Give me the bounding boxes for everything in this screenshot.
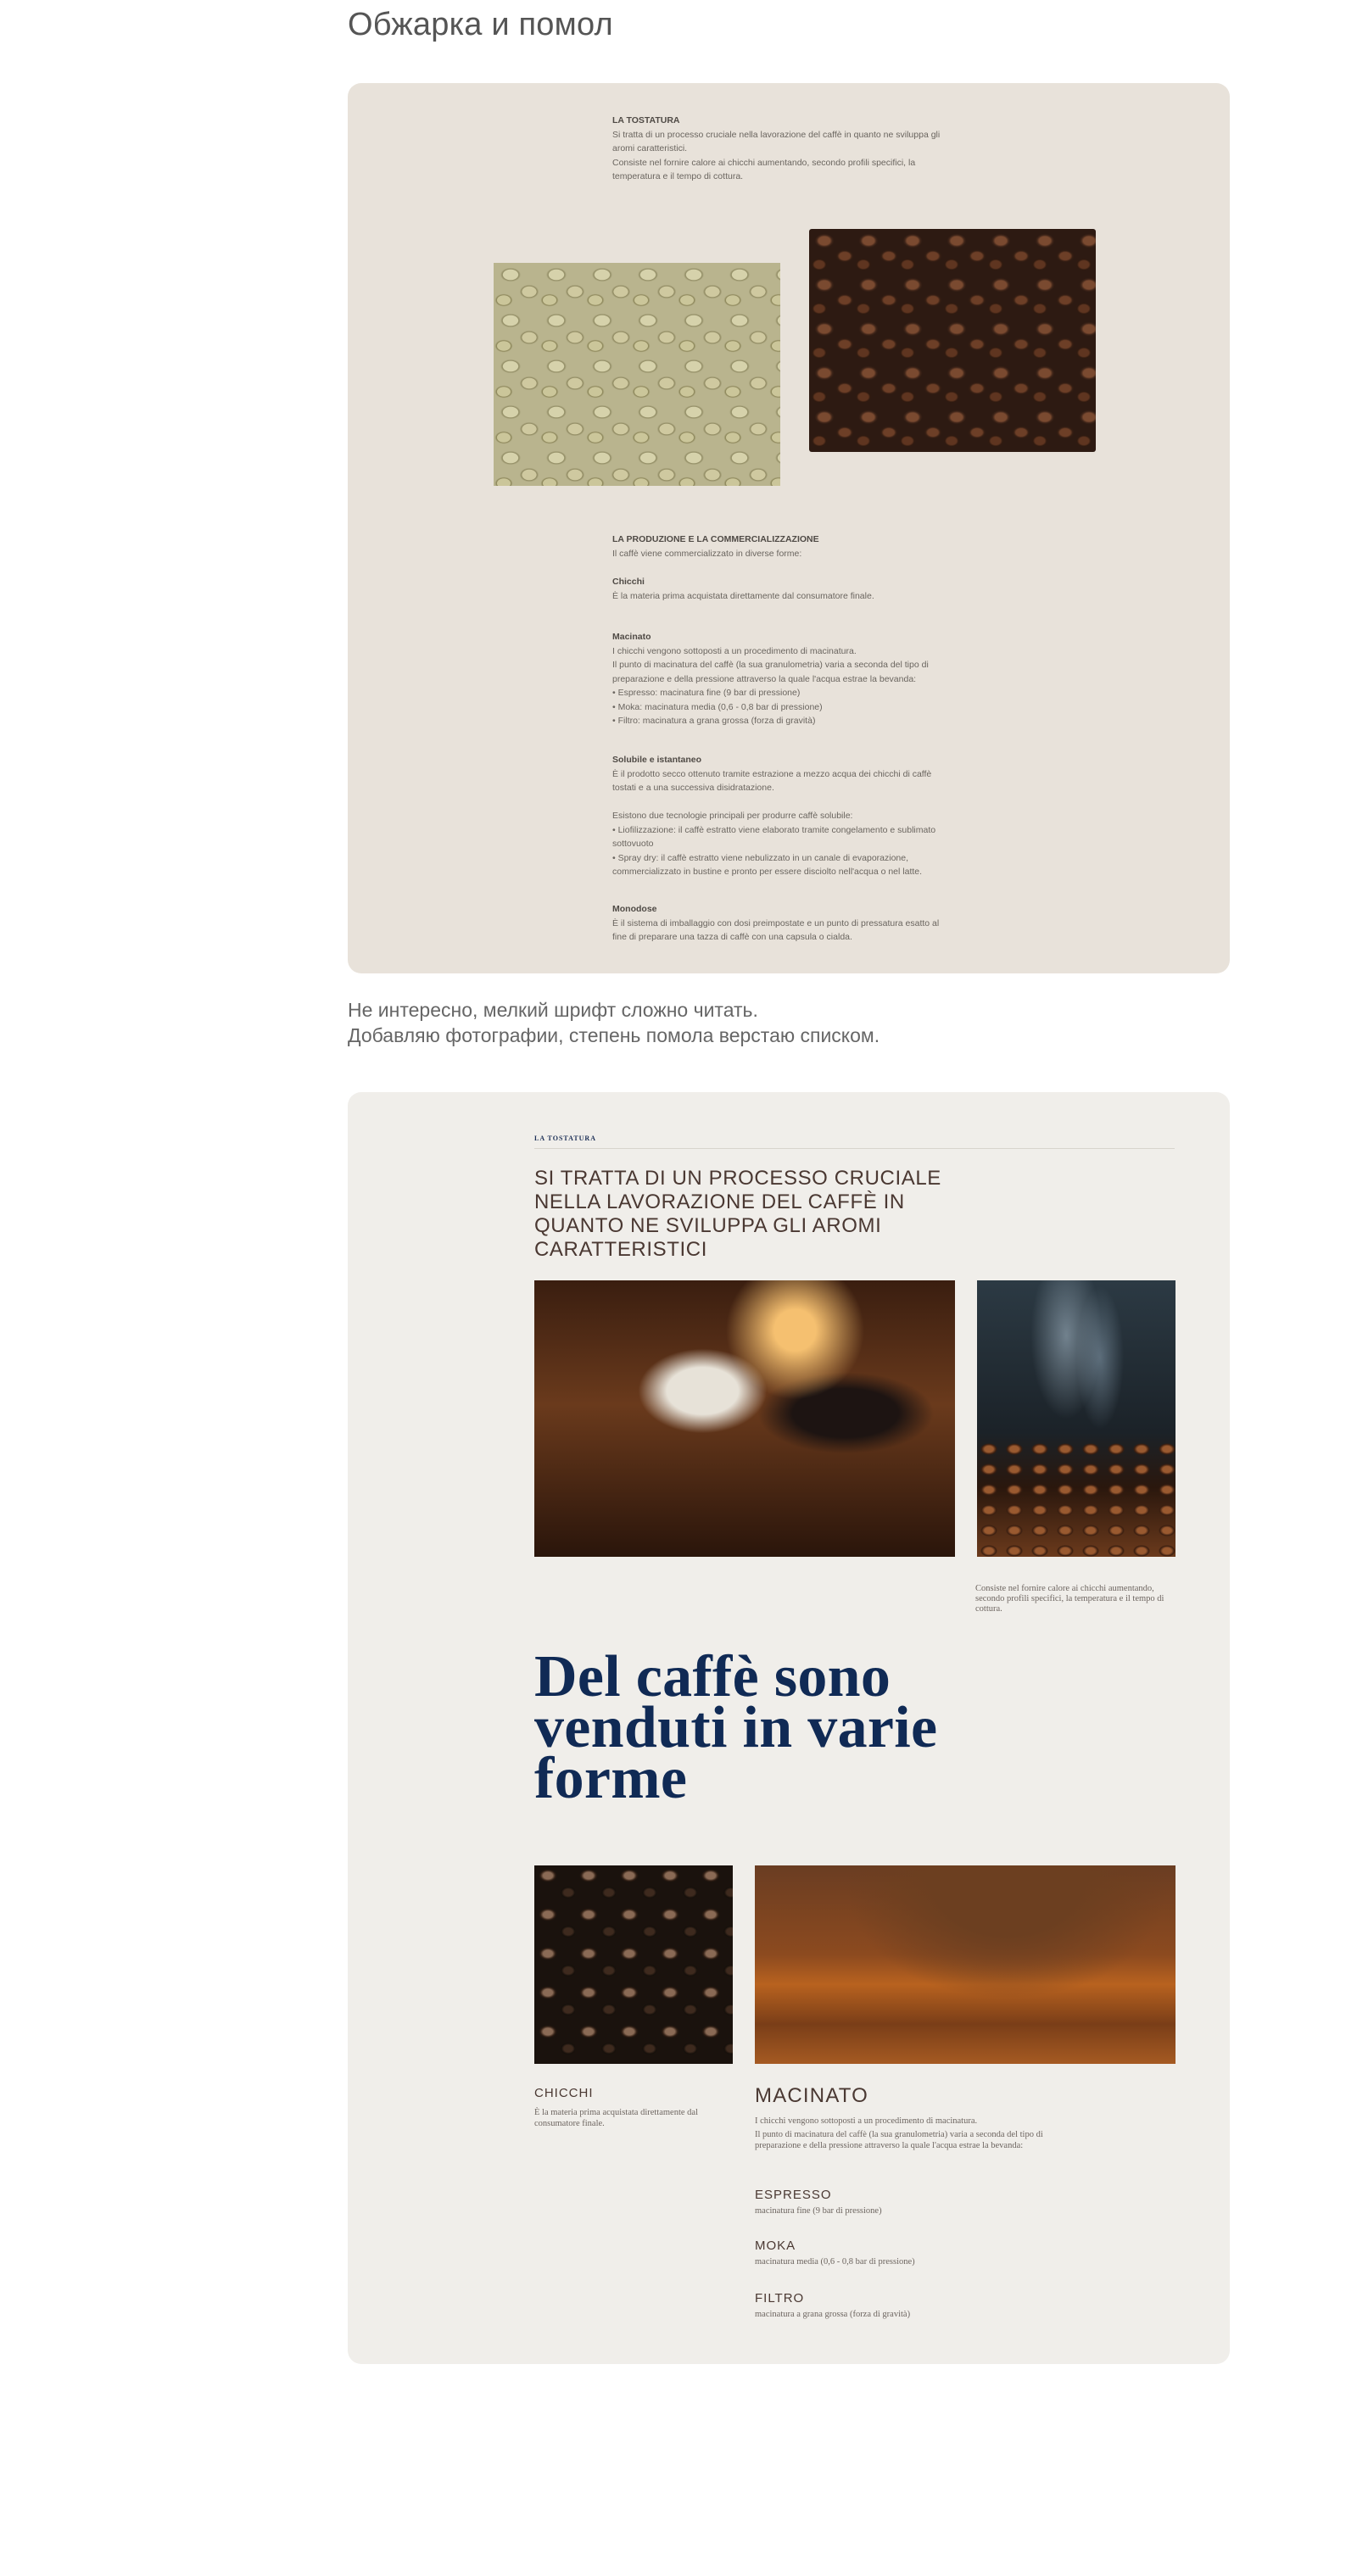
solubile-line: sottovuoto [612, 839, 654, 849]
produzione-intro: Il caffè viene commercializzato in diverse forme: [612, 548, 802, 559]
macinato-description: Il punto di macinatura del caffè (la sua granulometria) varia a seconda del tipo di preparazione e della pressione attraverso la quale l'acqua estrae la bevanda: [755, 2130, 1043, 2150]
solubile-line: commercializzato in bustine e pronto per essere disciolto nell'acqua o nel latte. [612, 867, 923, 877]
solubile-line: • Liofilizzazione: il caffè estratto viene elaborato tramite congelamento e sublimato [612, 824, 936, 835]
monodose-block [612, 902, 969, 945]
solubile-line: È il prodotto secco ottenuto tramite estrazione a mezzo acqua dei chicchi di caffè [612, 768, 932, 779]
method-espresso-desc: macinatura fine (9 bar di pressione) [755, 2206, 882, 2216]
solubile-heading: Solubile e istantaneo [612, 755, 702, 765]
macinato-line: • Moka: macinatura media (0,6 - 0,8 bar di pressione) [612, 701, 823, 712]
macinato-line: Il punto di macinatura del caffè (la sua granulometria) varia a seconda del tipo di [612, 660, 929, 670]
after-layout-panel [348, 1092, 1230, 2364]
tostatura-line: aromi caratteristici. [612, 143, 688, 153]
macinato-line: • Filtro: macinatura a grana grossa (forza di gravità) [612, 716, 816, 726]
section-kicker: LA TOSTATURA [534, 1135, 596, 1142]
macinato-title: MACINATO [755, 2084, 869, 2107]
solubile-block [612, 753, 969, 879]
chicchi-block [612, 575, 969, 603]
roasting-scene-photo [534, 1280, 955, 1557]
photo-caption: Consiste nel fornire calore ai chicchi aumentando, secondo profili specifici, la temperatura e il tempo di cottura. [975, 1584, 1164, 1614]
produzione-heading: LA PRODUZIONE E LA COMMERCIALIZZAZIONE [612, 534, 819, 544]
macinato-line: • Espresso: macinatura fine (9 bar di pressione) [612, 688, 801, 698]
tostatura-line: temperatura e il tempo di cottura. [612, 171, 744, 181]
designer-note [348, 997, 880, 1048]
macinato-intro: I chicchi vengono sottoposti a un procedimento di macinatura. [755, 2116, 978, 2126]
macinato-heading: Macinato [612, 632, 651, 642]
note-line: Не интересно, мелкий шрифт сложно читать. [348, 999, 758, 1021]
tostatura-heading: LA TOSTATURA [612, 115, 680, 125]
macinato-block [612, 630, 969, 728]
solubile-line: Esistono due tecnologie principali per produrre caffè solubile: [612, 811, 853, 821]
tostatura-line: Si tratta di un processo cruciale nella lavorazione del caffè in quanto ne sviluppa gli [612, 129, 941, 140]
solubile-line [612, 795, 969, 810]
chicchi-text: È la materia prima acquistata direttamente dal consumatore finale. [534, 2108, 698, 2128]
green-beans-photo [494, 263, 780, 486]
monodose-line: È il sistema di imballaggio con dosi preimpostate e un punto di pressatura esatto al [612, 917, 940, 928]
roasted-beans-photo [809, 229, 1096, 452]
forms-title: Del caffè sono venduti in varie forme [534, 1644, 938, 1811]
macinato-line: preparazione e della pressione attraverso la quale l'acqua estrae la bevanda: [612, 673, 917, 684]
kicker-divider [534, 1148, 1175, 1149]
monodose-heading: Monodose [612, 904, 657, 914]
produzione-block [612, 532, 969, 560]
note-line: Добавляю фотографии, степень помола верстаю списком. [348, 1024, 880, 1046]
monodose-line: fine di preparare una tazza di caffè con una capsula o cialda. [612, 932, 852, 942]
method-espresso-title: ESPRESSO [755, 2188, 832, 2202]
method-moka-desc: macinatura media (0,6 - 0,8 bar di pressione) [755, 2257, 915, 2267]
chicchi-title: CHICCHI [534, 2086, 594, 2100]
chicchi-heading: Chicchi [612, 577, 645, 587]
method-filtro-title: FILTRO [755, 2291, 805, 2306]
macinato-line: I chicchi vengono sottoposti a un procedimento di macinatura. [612, 645, 857, 656]
roasted-beans-detail [977, 1441, 1176, 1557]
solubile-line: • Spray dry: il caffè estratto viene nebulizzato in un canale di evaporazione, [612, 852, 909, 863]
method-filtro-desc: macinatura a grana grossa (forza di gravità) [755, 2310, 911, 2319]
method-moka-title: MOKA [755, 2239, 796, 2253]
page-title: Обжарка и помол [348, 7, 613, 42]
solubile-line: tostati e a una successiva disidratazione. [612, 783, 774, 793]
tostatura-headline: SI TRATTA DI UN PROCESSO CRUCIALE NELLA LAVORAZIONE DEL CAFFÈ IN QUANTO NE SVILUPPA GLI AROMI CARATTERISTICI [534, 1167, 941, 1261]
tostatura-line: Consiste nel fornire calore ai chicchi aumentando, secondo profili specifici, la [612, 157, 916, 168]
coffee-beans-photo [534, 1865, 733, 2064]
chicchi-text: È la materia prima acquistata direttamente dal consumatore finale. [612, 590, 874, 601]
ground-coffee-photo [755, 1865, 1176, 2064]
tostatura-block [612, 114, 969, 184]
steaming-beans-photo [977, 1280, 1176, 1557]
before-layout-panel [348, 83, 1230, 973]
